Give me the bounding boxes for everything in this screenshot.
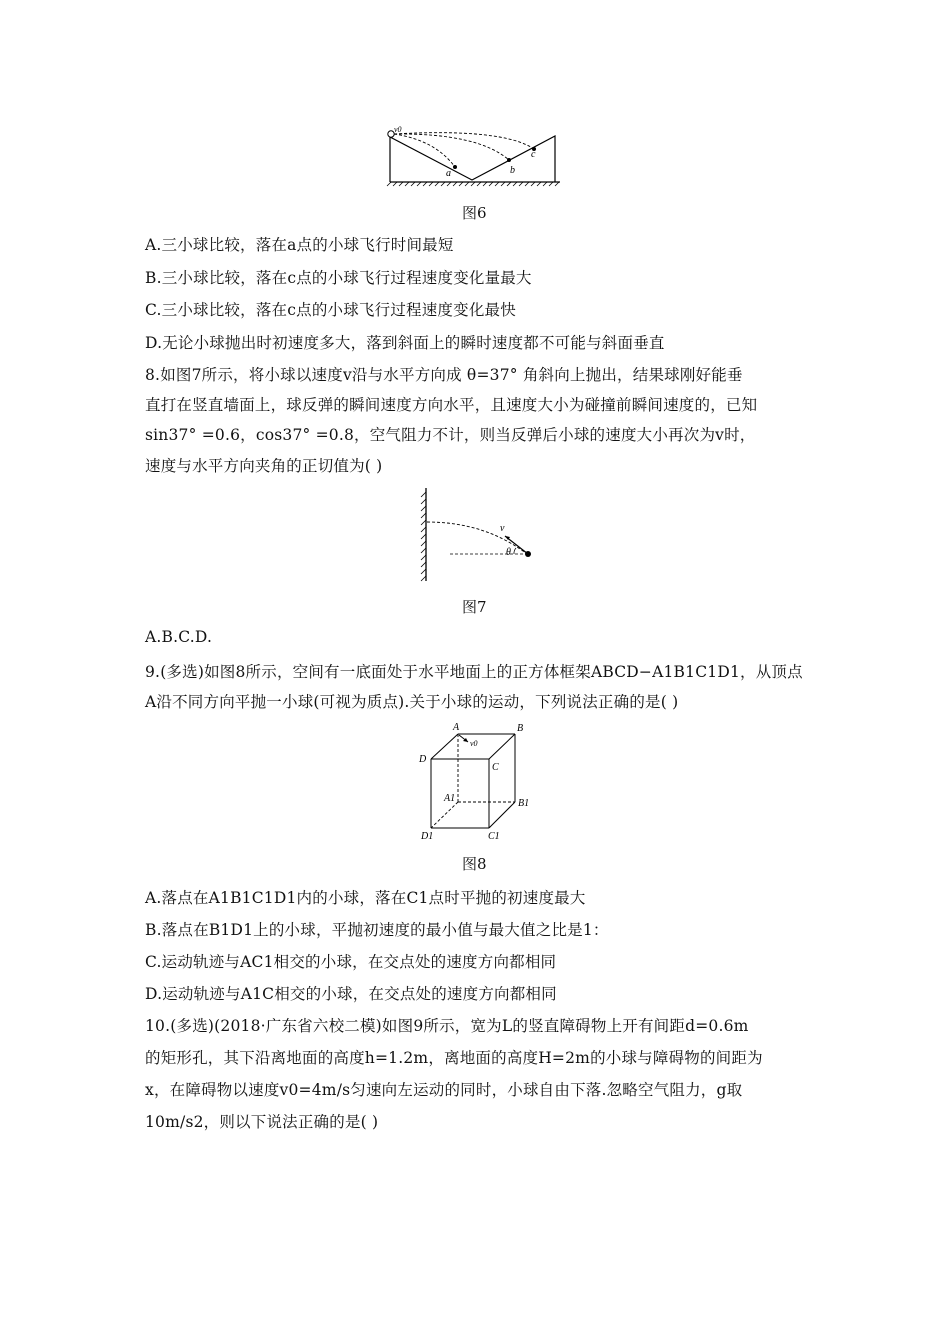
q9-option-b: B.落点在B1D1上的小球，平抛初速度的最小值与最大值之比是1： (145, 921, 609, 939)
vertex-a-label: A (453, 722, 460, 733)
q10-line-1: 10.(多选)(2018·广东省六校二模)如图9所示，宽为L的竖直障碍物上开有间距d=0.6m (145, 1017, 749, 1035)
figure-6 (383, 124, 563, 188)
figure-6-caption: 图6 (462, 204, 487, 222)
figure-7 (415, 486, 540, 586)
point-c-label: c (531, 149, 536, 160)
q9-line-1: 9.(多选)如图8所示，空间有一底面处于水平地面上的正方体框架ABCD−A1B1C1D1，从顶点 (145, 663, 803, 681)
vertex-c1-label: C1 (488, 831, 500, 842)
point-b-label: b (510, 165, 515, 176)
v0-label: v0 (470, 739, 478, 748)
vertex-c-label: C (492, 762, 499, 773)
v-label: v (500, 523, 505, 534)
q10-line-3: x，在障碍物以速度v0=4m/s匀速向左运动的同时，小球自由下落.忽略空气阻力，g取 (145, 1081, 743, 1099)
figure-7-caption: 图7 (462, 598, 487, 616)
q8-line-3: sin37° =0.6，cos37° =0.8，空气阻力不计，则当反弹后小球的速度大小再次为v时， (145, 426, 756, 444)
q10-line-2: 的矩形孔，其下沿离地面的高度h=1.2m，离地面的高度H=2m的小球与障碍物的间距为 (145, 1049, 763, 1067)
q7-option-a: A.三小球比较，落在a点的小球飞行时间最短 (145, 236, 454, 254)
v0-label: v0 (394, 125, 402, 134)
q10-line-4: 10m/s2，则以下说法正确的是( ) (145, 1113, 379, 1131)
vertex-b-label: B (517, 723, 524, 734)
vertex-d1-label: D1 (421, 831, 434, 842)
q9-line-2: A沿不同方向平抛一小球(可视为质点).关于小球的运动，下列说法正确的是( ) (145, 693, 679, 711)
theta-label: θ (506, 547, 511, 558)
vertex-a1-label: A1 (444, 793, 456, 804)
q8-line-1: 8.如图7所示，将小球以速度v沿与水平方向成 θ=37° 角斜向上抛出，结果球刚好能垂 (145, 366, 743, 384)
vertex-d-label: D (419, 754, 427, 765)
q7-option-c: C.三小球比较，落在c点的小球飞行过程速度变化最快 (145, 301, 516, 319)
q9-option-c: C.运动轨迹与AC1相交的小球，在交点处的速度方向都相同 (145, 953, 557, 971)
q7-option-d: D.无论小球抛出时初速度多大，落到斜面上的瞬时速度都不可能与斜面垂直 (145, 334, 665, 352)
q9-option-d: D.运动轨迹与A1C相交的小球，在交点处的速度方向都相同 (145, 985, 557, 1003)
point-a-label: a (446, 168, 451, 179)
q8-line-2: 直打在竖直墙面上，球反弹的瞬间速度方向水平，且速度大小为碰撞前瞬间速度的，已知 (145, 396, 758, 414)
q8-line-4: 速度与水平方向夹角的正切值为( ) (145, 457, 383, 475)
vertex-b1-label: B1 (518, 798, 530, 809)
q9-option-a: A.落点在A1B1C1D1内的小球，落在C1点时平抛的初速度最大 (145, 889, 586, 907)
figure-8 (413, 718, 543, 843)
q8-options: A.B.C.D. (145, 628, 213, 646)
figure-8-caption: 图8 (462, 855, 487, 873)
q7-option-b: B.三小球比较，落在c点的小球飞行过程速度变化量最大 (145, 269, 532, 287)
